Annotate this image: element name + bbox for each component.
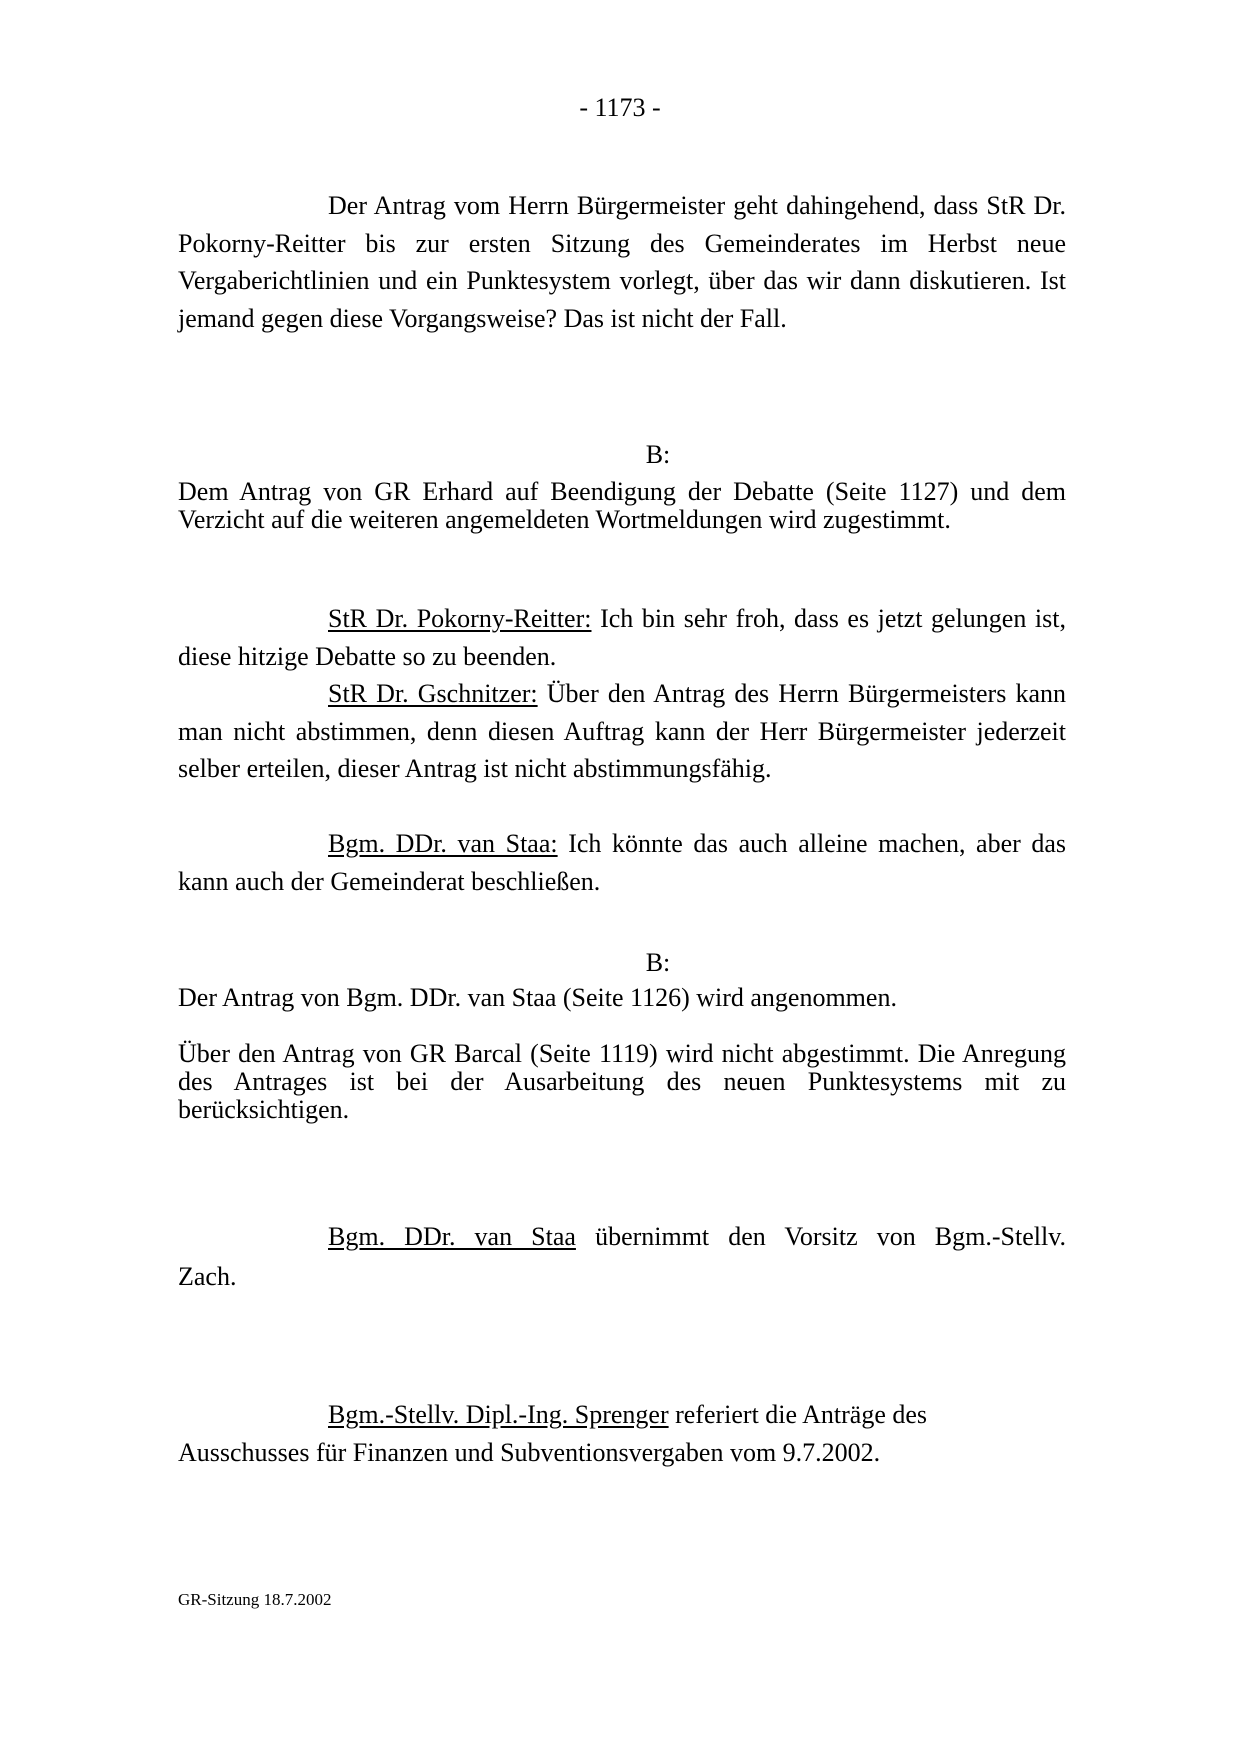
speech-pokorny-reitter xyxy=(178,600,1066,675)
speaker-name: StR Dr. Pokorny-Reitter: xyxy=(328,604,592,633)
report-line-2: Ausschusses für Finanzen und Subventionsvergaben vom 9.7.2002. xyxy=(178,1438,881,1467)
resolution-barcal: Über den Antrag von GR Barcal (Seite 1119) wird nicht abgestimmt. Die Anregung des Antrages ist bei der Ausarbeitung des neuen Punktesystems mit zu berücksichtigen. xyxy=(178,1039,1066,1124)
resolution-van-staa: Der Antrag von Bgm. DDr. van Staa (Seite 1126) wird angenommen. xyxy=(178,983,897,1012)
chair-name: Bgm. DDr. van Staa xyxy=(328,1222,576,1251)
chair-takeover-line xyxy=(328,1222,1066,1252)
speech-gschnitzer xyxy=(178,675,1066,788)
section-label-b-2 xyxy=(0,948,1240,978)
speech-text: Ich könnte das auch alleine machen, aber das kann auch der Gemeinderat beschließen. xyxy=(178,829,1067,896)
resolution-erhard: Dem Antrag von GR Erhard auf Beendigung der Debatte (Seite 1127) und dem Verzicht auf die weiteren angemeldeten Wortmeldungen wird zugestimmt. xyxy=(178,477,1066,534)
section-label-text: B: xyxy=(645,440,671,469)
chair-takeover-line-2: Zach. xyxy=(178,1262,237,1291)
speech-text: Über den Antrag des Herrn Bürgermeisters kann man nicht abstimmen, denn diesen Auftrag kann der Herr Bürgermeister jederzeit selber erteilen, dieser Antrag ist nicht abstimmungsfähig. xyxy=(178,679,1066,783)
footer: GR-Sitzung 18.7.2002 xyxy=(178,1590,332,1609)
reporter-name: Bgm.-Stellv. Dipl.-Ing. Sprenger xyxy=(328,1400,669,1429)
section-label-b-1 xyxy=(0,440,1240,470)
report-text: referiert die Anträge des xyxy=(675,1400,928,1429)
speech-text: Ich bin sehr froh, dass es jetzt gelungen ist, diese hitzige Debatte so zu beenden. xyxy=(178,604,1067,671)
speaker-name: Bgm. DDr. van Staa: xyxy=(328,829,558,858)
speaker-name: StR Dr. Gschnitzer: xyxy=(328,679,538,708)
page-number: - 1173 - xyxy=(579,93,661,122)
report-line xyxy=(328,1400,927,1430)
speech-van-staa xyxy=(178,825,1066,900)
section-label-text: B: xyxy=(645,948,671,977)
chair-text: übernimmt den Vorsitz von Bgm.-Stellv. xyxy=(595,1222,1067,1251)
paragraph-mayor-motion: Der Antrag vom Herrn Bürgermeister geht dahingehend, dass StR Dr. Pokorny-Reitter bis zur ersten Sitzung des Gemeinderates im Herbst neue Vergaberichtlinien und ein Punktesystem vorlegt, über das wir dann diskutieren. Ist jemand gegen diese Vorgangsweise? Das ist nicht der Fall. xyxy=(178,191,1066,333)
